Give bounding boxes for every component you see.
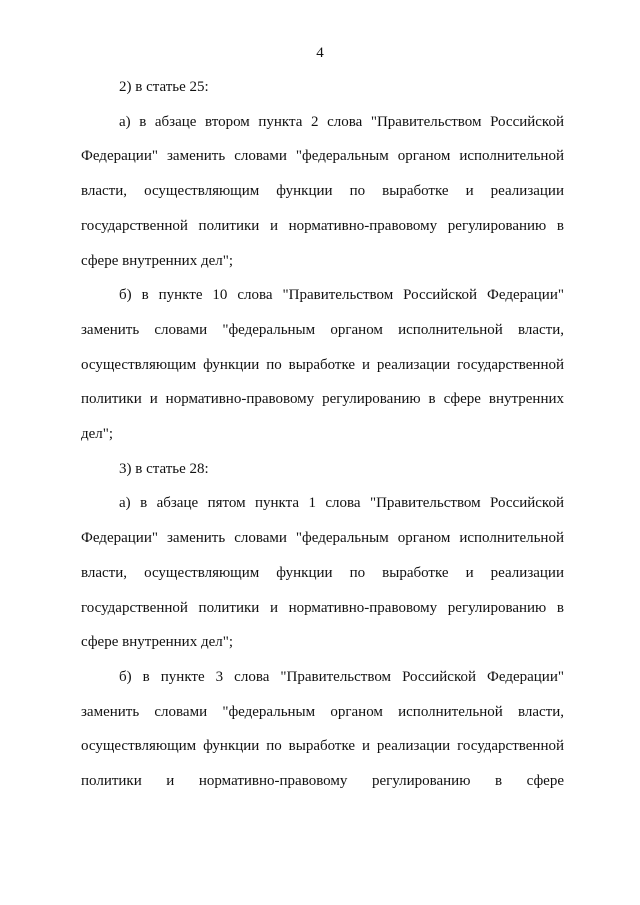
paragraph-article-25-heading: 2) в статье 25: (119, 79, 209, 95)
paragraph-article-25-item-b: б) в пункте 10 слова "Правительством Российской Федерации" заменить словами "федеральным органом исполнительной власти, осуществляющим функции по выработке и реализации государственной политики и нормативно-правовому регулированию в сфере внутренних дел"; (81, 287, 564, 443)
document-body (81, 70, 564, 799)
page-number: 4 (316, 45, 324, 61)
paragraph-article-28-heading: 3) в статье 28: (119, 460, 209, 477)
paragraph-article-28-item-b: б) в пункте 3 слова "Правительством Российской Федерации" заменить словами "федеральным органом исполнительной власти, осуществляющим функции по выработке и реализации государственной политики и нормативно-правовому регулированию в сфере (81, 668, 564, 790)
paragraph-article-25-item-a: а) в абзаце втором пункта 2 слова "Правительством Российской Федерации" заменить словами "федеральным органом исполнительной власти, осуществляющим функции по выработке и реализации государственной политики и нормативно-правовому регулированию в сфере внутренних дел"; (81, 113, 564, 269)
paragraph-article-28-item-a: а) в абзаце пятом пункта 1 слова "Правительством Российской Федерации" заменить словами "федеральным органом исполнительной власти, осуществляющим функции по выработке и реализации государственной политики и нормативно-правовому регулированию в сфере внутренних дел"; (81, 495, 564, 651)
